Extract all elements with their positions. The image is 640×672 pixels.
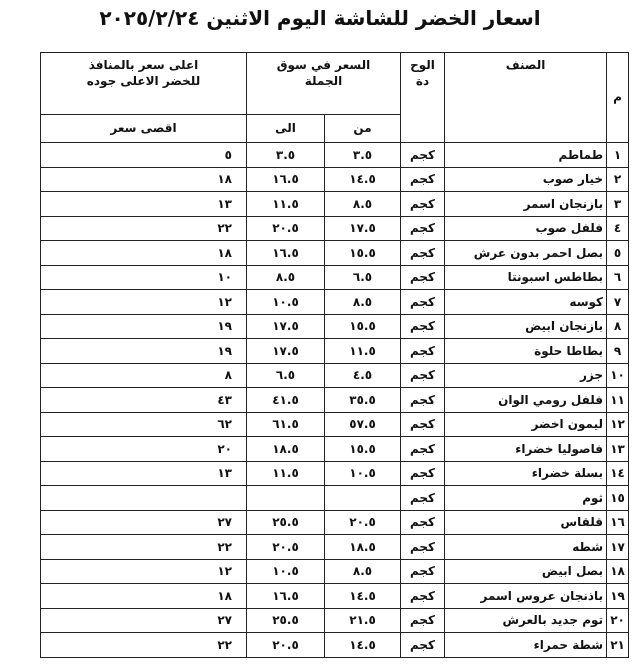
price-to: ١٦.٥ (247, 241, 325, 266)
price-table (40, 52, 629, 658)
table-row (41, 510, 629, 535)
table-row (41, 167, 629, 192)
header-max: اقصى سعر (41, 115, 247, 143)
unit-cell: كجم (401, 167, 445, 192)
header-unit: الوح دة (401, 53, 445, 143)
price-max: ١٢ (41, 290, 247, 315)
table-row (41, 633, 629, 658)
item-name: بازنجان اسمر (445, 192, 607, 217)
price-from: ١٨.٥ (325, 535, 401, 560)
unit-cell: كجم (401, 363, 445, 388)
item-name: بازنجان ابيض (445, 314, 607, 339)
price-max: ١٢ (41, 559, 247, 584)
row-number: ١٣ (607, 437, 629, 462)
price-max: ٤٣ (41, 388, 247, 413)
row-number: ٤ (607, 216, 629, 241)
row-number: ١٨ (607, 559, 629, 584)
unit-cell: كجم (401, 486, 445, 511)
price-to: ٨.٥ (247, 265, 325, 290)
row-number: ١٥ (607, 486, 629, 511)
price-to: ٢٥.٥ (247, 608, 325, 633)
row-number: ١٢ (607, 412, 629, 437)
table-row (41, 388, 629, 413)
item-name: بصل ابيض (445, 559, 607, 584)
table-row (41, 461, 629, 486)
unit-cell: كجم (401, 559, 445, 584)
row-number: ١٦ (607, 510, 629, 535)
table-row (41, 265, 629, 290)
table-row (41, 339, 629, 364)
item-name: فاصوليا خضراء (445, 437, 607, 462)
row-number: ١٧ (607, 535, 629, 560)
price-to: ١٦.٥ (247, 584, 325, 609)
item-name: فلفل رومي الوان (445, 388, 607, 413)
item-name: بطاطس اسبونتا (445, 265, 607, 290)
price-max: ٢٢ (41, 535, 247, 560)
price-max (41, 486, 247, 511)
unit-cell: كجم (401, 510, 445, 535)
price-max: ١٨ (41, 241, 247, 266)
price-from (325, 486, 401, 511)
price-from: ٣٥.٥ (325, 388, 401, 413)
table-row (41, 608, 629, 633)
price-to: ٢٠.٥ (247, 633, 325, 658)
item-name: ليمون اخضر (445, 412, 607, 437)
price-max: ١٨ (41, 167, 247, 192)
item-name: كوسه (445, 290, 607, 315)
unit-cell: كجم (401, 584, 445, 609)
price-from: ١٧.٥ (325, 216, 401, 241)
row-number: ١١ (607, 388, 629, 413)
row-number: ٢ (607, 167, 629, 192)
table-row (41, 412, 629, 437)
price-to: ٢٠.٥ (247, 216, 325, 241)
price-from: ١٥.٥ (325, 437, 401, 462)
header-item: الصنف (445, 53, 607, 143)
price-max: ٢٢ (41, 216, 247, 241)
price-to: ١٨.٥ (247, 437, 325, 462)
price-to (247, 486, 325, 511)
price-from: ٨.٥ (325, 559, 401, 584)
unit-cell: كجم (401, 265, 445, 290)
table-row (41, 535, 629, 560)
row-number: ٧ (607, 290, 629, 315)
price-max: ٢٢ (41, 633, 247, 658)
item-name: ثوم (445, 486, 607, 511)
table-row (41, 584, 629, 609)
table-row (41, 290, 629, 315)
unit-cell: كجم (401, 192, 445, 217)
price-from: ٨.٥ (325, 290, 401, 315)
table-row (41, 437, 629, 462)
unit-cell: كجم (401, 633, 445, 658)
unit-cell: كجم (401, 314, 445, 339)
price-to: ١٦.٥ (247, 167, 325, 192)
unit-cell: كجم (401, 437, 445, 462)
table-row (41, 486, 629, 511)
item-name: شطه (445, 535, 607, 560)
price-max: ٢٧ (41, 608, 247, 633)
price-to: ٦.٥ (247, 363, 325, 388)
item-name: جزر (445, 363, 607, 388)
price-to: ٣.٥ (247, 143, 325, 168)
table-row (41, 143, 629, 168)
row-number: ٨ (607, 314, 629, 339)
price-max: ١٩ (41, 314, 247, 339)
price-from: ١٤.٥ (325, 584, 401, 609)
item-name: فلفل صوب (445, 216, 607, 241)
row-number: ٣ (607, 192, 629, 217)
price-max: ٢٧ (41, 510, 247, 535)
item-name: طماطم (445, 143, 607, 168)
unit-cell: كجم (401, 216, 445, 241)
item-name: بطاطا حلوة (445, 339, 607, 364)
row-number: ٦ (607, 265, 629, 290)
row-number: ٩ (607, 339, 629, 364)
header-to: الى (247, 115, 325, 143)
row-number: ١٩ (607, 584, 629, 609)
price-from: ١٤.٥ (325, 167, 401, 192)
price-to: ٢٠.٥ (247, 535, 325, 560)
price-max: ١٩ (41, 339, 247, 364)
item-name: قلقاس (445, 510, 607, 535)
table-row (41, 216, 629, 241)
price-max: ٢٠ (41, 437, 247, 462)
price-to: ١١.٥ (247, 192, 325, 217)
header-m: م (607, 53, 629, 143)
row-number: ١٤ (607, 461, 629, 486)
table-row (41, 241, 629, 266)
row-number: ٢٠ (607, 608, 629, 633)
table-row (41, 192, 629, 217)
table-row (41, 314, 629, 339)
header-from: من (325, 115, 401, 143)
header-outlet: اعلى سعر بالمنافذ للخضر الاعلى جوده (41, 53, 247, 115)
unit-cell: كجم (401, 412, 445, 437)
table-row (41, 559, 629, 584)
unit-cell: كجم (401, 241, 445, 266)
price-to: ١٠.٥ (247, 559, 325, 584)
price-from: ١٤.٥ (325, 633, 401, 658)
price-from: ١١.٥ (325, 339, 401, 364)
header-wholesale: السعر في سوق الجملة (247, 53, 401, 115)
item-name: خيار صوب (445, 167, 607, 192)
item-name: بسلة خضراء (445, 461, 607, 486)
price-to: ١٧.٥ (247, 339, 325, 364)
row-number: ١ (607, 143, 629, 168)
price-max: ١٣ (41, 461, 247, 486)
price-to: ١١.٥ (247, 461, 325, 486)
price-from: ٣.٥ (325, 143, 401, 168)
price-to: ١٠.٥ (247, 290, 325, 315)
price-from: ٨.٥ (325, 192, 401, 217)
row-number: ٢١ (607, 633, 629, 658)
unit-cell: كجم (401, 143, 445, 168)
unit-cell: كجم (401, 461, 445, 486)
price-from: ١٠.٥ (325, 461, 401, 486)
price-from: ٤.٥ (325, 363, 401, 388)
unit-cell: كجم (401, 388, 445, 413)
price-to: ٤١.٥ (247, 388, 325, 413)
price-max: ١٣ (41, 192, 247, 217)
price-from: ٢١.٥ (325, 608, 401, 633)
price-from: ٦.٥ (325, 265, 401, 290)
item-name: شطة حمراء (445, 633, 607, 658)
price-from: ٢٠.٥ (325, 510, 401, 535)
page-title: اسعار الخضر للشاشة اليوم الاثنين ٢٠٢٥/٢/٢٤ (99, 6, 541, 30)
price-max: ٨ (41, 363, 247, 388)
price-max: ١٨ (41, 584, 247, 609)
price-from: ١٥.٥ (325, 241, 401, 266)
unit-cell: كجم (401, 339, 445, 364)
price-max: ٦٢ (41, 412, 247, 437)
table-row (41, 363, 629, 388)
item-name: بصل احمر بدون عرش (445, 241, 607, 266)
price-from: ٥٧.٥ (325, 412, 401, 437)
unit-cell: كجم (401, 608, 445, 633)
item-name: باذنجان عروس اسمر (445, 584, 607, 609)
row-number: ١٠ (607, 363, 629, 388)
price-to: ٦١.٥ (247, 412, 325, 437)
price-to: ١٧.٥ (247, 314, 325, 339)
unit-cell: كجم (401, 290, 445, 315)
price-max: ١٠ (41, 265, 247, 290)
unit-cell: كجم (401, 535, 445, 560)
price-to: ٢٥.٥ (247, 510, 325, 535)
price-max: ٥ (41, 143, 247, 168)
item-name: توم جديد بالعرش (445, 608, 607, 633)
price-from: ١٥.٥ (325, 314, 401, 339)
row-number: ٥ (607, 241, 629, 266)
